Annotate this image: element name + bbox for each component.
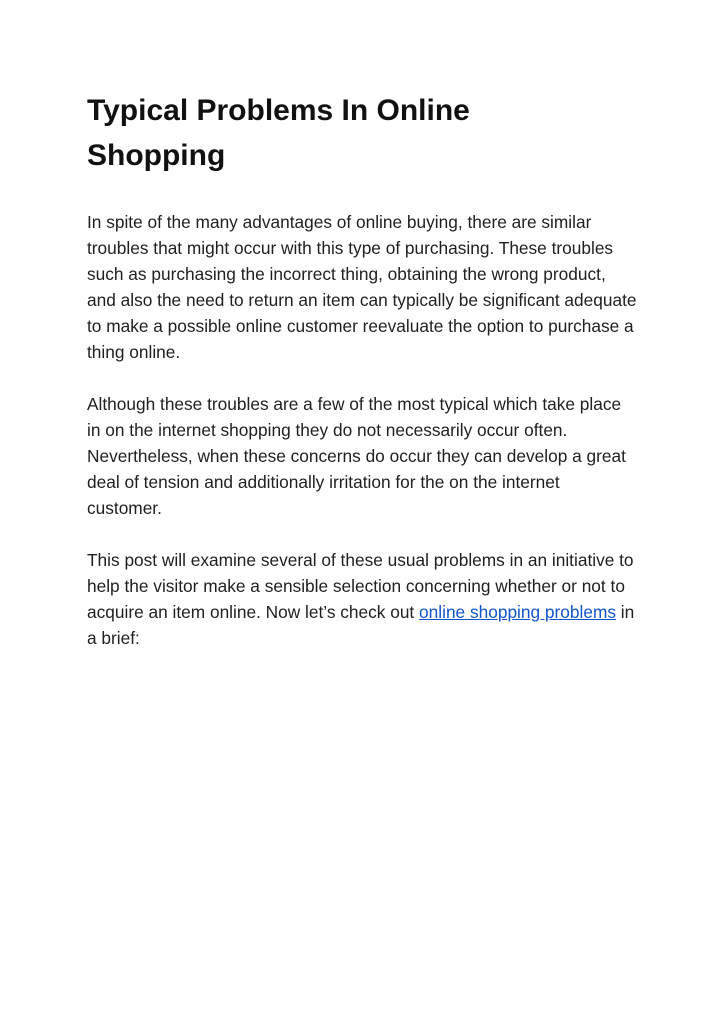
paragraph-3-lead: This post will examine several of these usual problems in an initiative to help the visitor make a sensible selection concerning whether or not to acquire an item online. Now let’s check out: [87, 550, 634, 622]
article-title: Typical Problems In Online Shopping: [87, 94, 470, 172]
article-body: [87, 88, 639, 651]
paragraph-1: In spite of the many advantages of online buying, there are similar troubles that might occur with this type of purchasing. These troubles such as purchasing the incorrect thing, obtaining the wrong product, and also the need to return an item can typically be significant adequate to make a possible online customer reevaluate the option to purchase a thing online.: [87, 212, 637, 362]
paragraph-2: Although these troubles are a few of the most typical which take place in on the internet shopping they do not necessarily occur often. Nevertheless, when these concerns do occur they can develop a great deal of tension and additionally irritation for the on the internet customer.: [87, 394, 626, 518]
paragraph-3: [87, 547, 639, 651]
paragraph-3-tail: in a brief:: [87, 602, 635, 648]
online-shopping-problems-link[interactable]: online shopping problems: [419, 602, 616, 622]
